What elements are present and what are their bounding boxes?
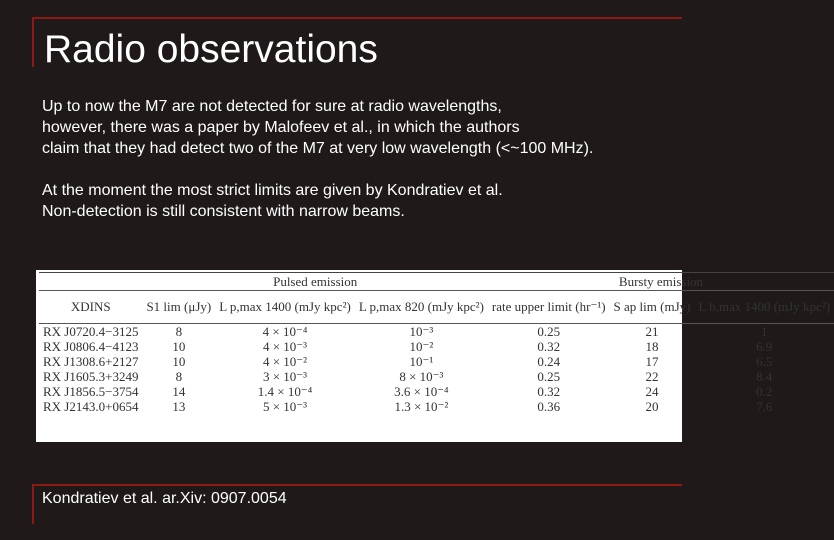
- source-name-cell: RX J0720.4−3125: [43, 324, 139, 339]
- table-cell: 8.4: [756, 369, 773, 384]
- frame-left-line: [32, 17, 34, 67]
- table-cell: 4 × 10⁻²: [262, 354, 308, 369]
- column-header: XDINS: [39, 291, 142, 324]
- table-cell: 6.5: [756, 354, 773, 369]
- column-header: L p,max 1400 (mJy kpc²): [215, 291, 355, 324]
- table-cell: 0.32: [537, 339, 561, 354]
- table-cell: 18: [645, 339, 659, 354]
- table-cell: 20: [645, 399, 659, 414]
- table-row: [39, 354, 834, 369]
- source-name-cell: RX J1605.3+3249: [43, 369, 139, 384]
- table-cell: 3 × 10⁻³: [262, 369, 308, 384]
- table-cell: 17: [645, 354, 659, 369]
- source-name-cell: RX J2143.0+0654: [43, 399, 139, 414]
- frame-bottom-line: [32, 484, 682, 486]
- table-cell: 1.4 × 10⁻⁴: [257, 384, 313, 399]
- table-cell: 8: [175, 369, 183, 384]
- table-cell: 8 × 10⁻³: [399, 369, 444, 384]
- table-cell: 0.25: [537, 324, 561, 339]
- table-cell: 0.24: [537, 354, 561, 369]
- slide-title: Radio observations: [44, 28, 378, 71]
- frame-left-bottom-line: [32, 484, 34, 524]
- body-line-3: claim that they had detect two of the M7 at very low wavelength (<~100 MHz).: [42, 140, 594, 157]
- body-line-2: however, there was a paper by Malofeev et al., in which the authors: [42, 119, 520, 136]
- table-cell: 22: [645, 369, 659, 384]
- body-line-5: Non-detection is still consistent with narrow beams.: [42, 203, 405, 220]
- table-cell: 10⁻²: [409, 339, 434, 354]
- table-row: [39, 384, 834, 399]
- table-cell: 14: [172, 384, 186, 399]
- table-cell: 10⁻³: [409, 324, 434, 339]
- column-header: S ap lim (mJy): [610, 291, 695, 324]
- slide-body: [42, 96, 692, 222]
- table-cell: 3.6 × 10⁻⁴: [394, 384, 449, 399]
- column-header: rate upper limit (hr⁻¹): [488, 291, 610, 324]
- table-cell: 21: [645, 324, 659, 339]
- source-name-cell: RX J0806.4−4123: [43, 339, 139, 354]
- frame-top-line: [32, 17, 682, 19]
- table-cell: 4 × 10⁻⁴: [262, 324, 308, 339]
- table-cell: 0.25: [537, 369, 561, 384]
- column-header: L p,max 820 (mJy kpc²): [355, 291, 488, 324]
- table-cell: 0.36: [537, 399, 561, 414]
- table-cell: 4 × 10⁻³: [262, 339, 308, 354]
- body-line-1: Up to now the M7 are not detected for sure at radio wavelengths,: [42, 98, 502, 115]
- body-line-4: At the moment the most strict limits are given by Kondratiev et al.: [42, 182, 503, 199]
- table-cell: 13: [172, 399, 186, 414]
- bursty-emission-header: Bursty emission: [488, 273, 834, 291]
- results-table-image: [36, 270, 831, 442]
- table-cell: 0.32: [537, 384, 561, 399]
- table-cell: 1: [761, 324, 768, 339]
- table-cell: 5 × 10⁻³: [262, 399, 308, 414]
- table-row: [39, 399, 834, 414]
- column-header: S1 lim (μJy): [142, 291, 215, 324]
- table-cell: 10: [172, 339, 186, 354]
- table-row: [39, 324, 834, 340]
- source-name-cell: RX J1308.6+2127: [43, 354, 139, 369]
- table-cell: 1.3 × 10⁻²: [394, 399, 449, 414]
- table-cell: 10⁻¹: [409, 354, 434, 369]
- table-cell: 6.9: [756, 339, 773, 354]
- results-table: [39, 272, 834, 414]
- table-cell: 7.6: [756, 399, 773, 414]
- table-row: [39, 339, 834, 354]
- table-cell: 10: [172, 354, 186, 369]
- source-name-cell: RX J1856.5−3754: [43, 384, 139, 399]
- table-cell: 0.2: [756, 384, 773, 399]
- table-cell: 8: [175, 324, 183, 339]
- citation-footer: Kondratiev et al. ar.Xiv: 0907.0054: [42, 490, 287, 507]
- pulsed-emission-header: Pulsed emission: [142, 273, 487, 291]
- column-header: L b,max 1400 (mJy kpc²): [694, 291, 834, 324]
- table-row: [39, 369, 834, 384]
- table-cell: 24: [645, 384, 659, 399]
